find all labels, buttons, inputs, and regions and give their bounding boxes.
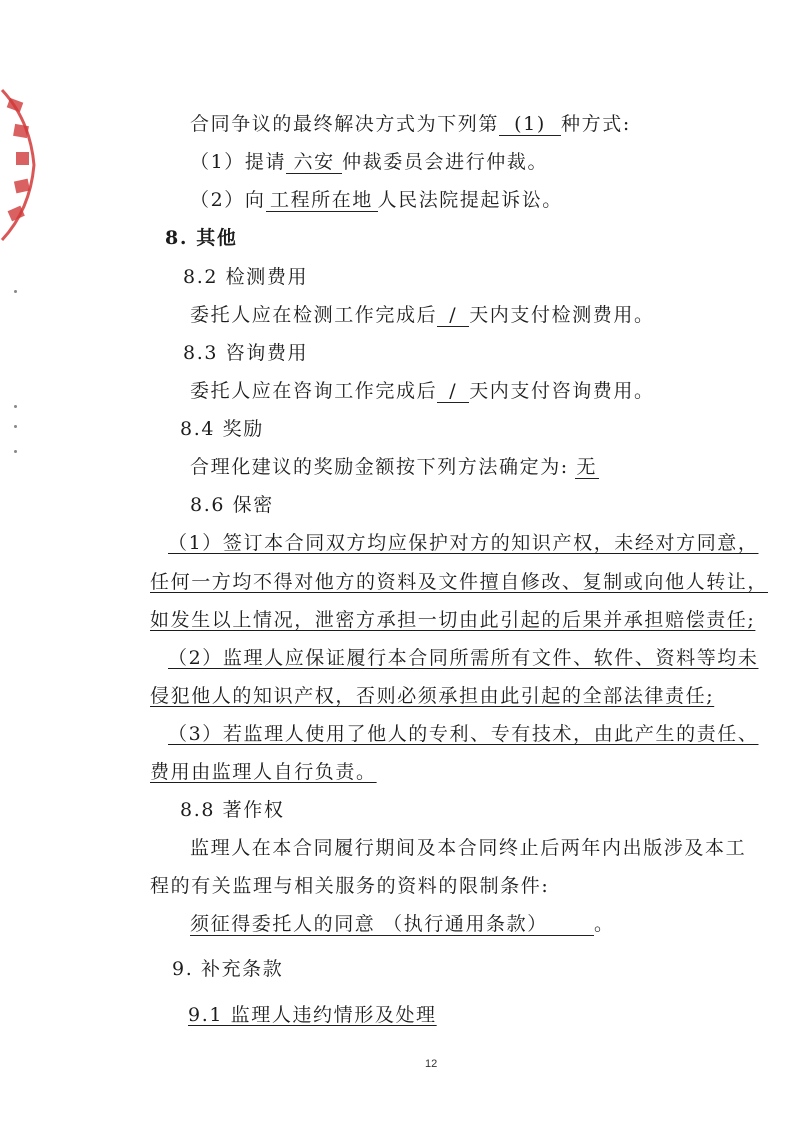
scan-mark [14,450,17,453]
section-8-6-title: 8.6 保密 [190,494,274,516]
scan-mark [14,425,17,428]
confidentiality-line-4: （2）监理人应保证履行本合同所需所有文件、软件、资料等均未 [168,647,759,669]
dispute-option-1: （1）提请 六安 仲裁委员会进行仲裁。 [190,151,549,173]
page-number: 12 [425,1058,438,1070]
section-9-heading: 9. 补充条款 [172,958,284,980]
section-8-4-text: 合理化建议的奖励金额按下列方法确定为: 无 [190,456,598,478]
copyright-line-1: 监理人在本合同履行期间及本合同终止后两年内出版涉及本工 [190,837,747,859]
scan-mark [14,405,17,408]
seal-stamp-icon [0,80,44,250]
section-8-3-title: 8.3 咨询费用 [183,342,309,364]
copyright-line-2: 程的有关监理与相关服务的资料的限制条件: [150,875,550,897]
copyright-restriction: 须征得委托人的同意 （执行通用条款） 。 [190,913,615,935]
section-8-2-text: 委托人应在检测工作完成后 / 天内支付检测费用。 [190,304,655,326]
confidentiality-line-7: 费用由监理人自行负责。 [150,761,377,783]
scan-mark [14,290,17,293]
dispute-option-2: （2）向 工程所在地 人民法院提起诉讼。 [190,189,563,211]
confidentiality-line-3: 如发生以上情况，泄密方承担一切由此引起的后果并承担赔偿责任; [150,609,756,631]
section-8-3-text: 委托人应在咨询工作完成后 / 天内支付咨询费用。 [190,380,655,402]
section-8-4-title: 8.4 奖励 [180,418,264,440]
confidentiality-line-6: （3）若监理人使用了他人的专利、专有技术，由此产生的责任、 [168,723,759,745]
section-8-2-title: 8.2 检测费用 [183,266,309,288]
section-8-heading: 8. 其他 [165,227,238,249]
confidentiality-line-2: 任何一方均不得对他方的资料及文件擅自修改、复制或向他人转让， [150,571,769,593]
confidentiality-line-1: （1）签订本合同双方均应保护对方的知识产权，未经对方同意， [168,532,759,554]
confidentiality-line-5: 侵犯他人的知识产权，否则必须承担由此引起的全部法律责任; [150,685,715,707]
section-9-1-title: 9.1 监理人违约情形及处理 [188,1004,437,1026]
section-8-8-title: 8.8 著作权 [180,799,285,821]
dispute-intro: 合同争议的最终解决方式为下列第 (1) 种方式: [190,113,631,135]
